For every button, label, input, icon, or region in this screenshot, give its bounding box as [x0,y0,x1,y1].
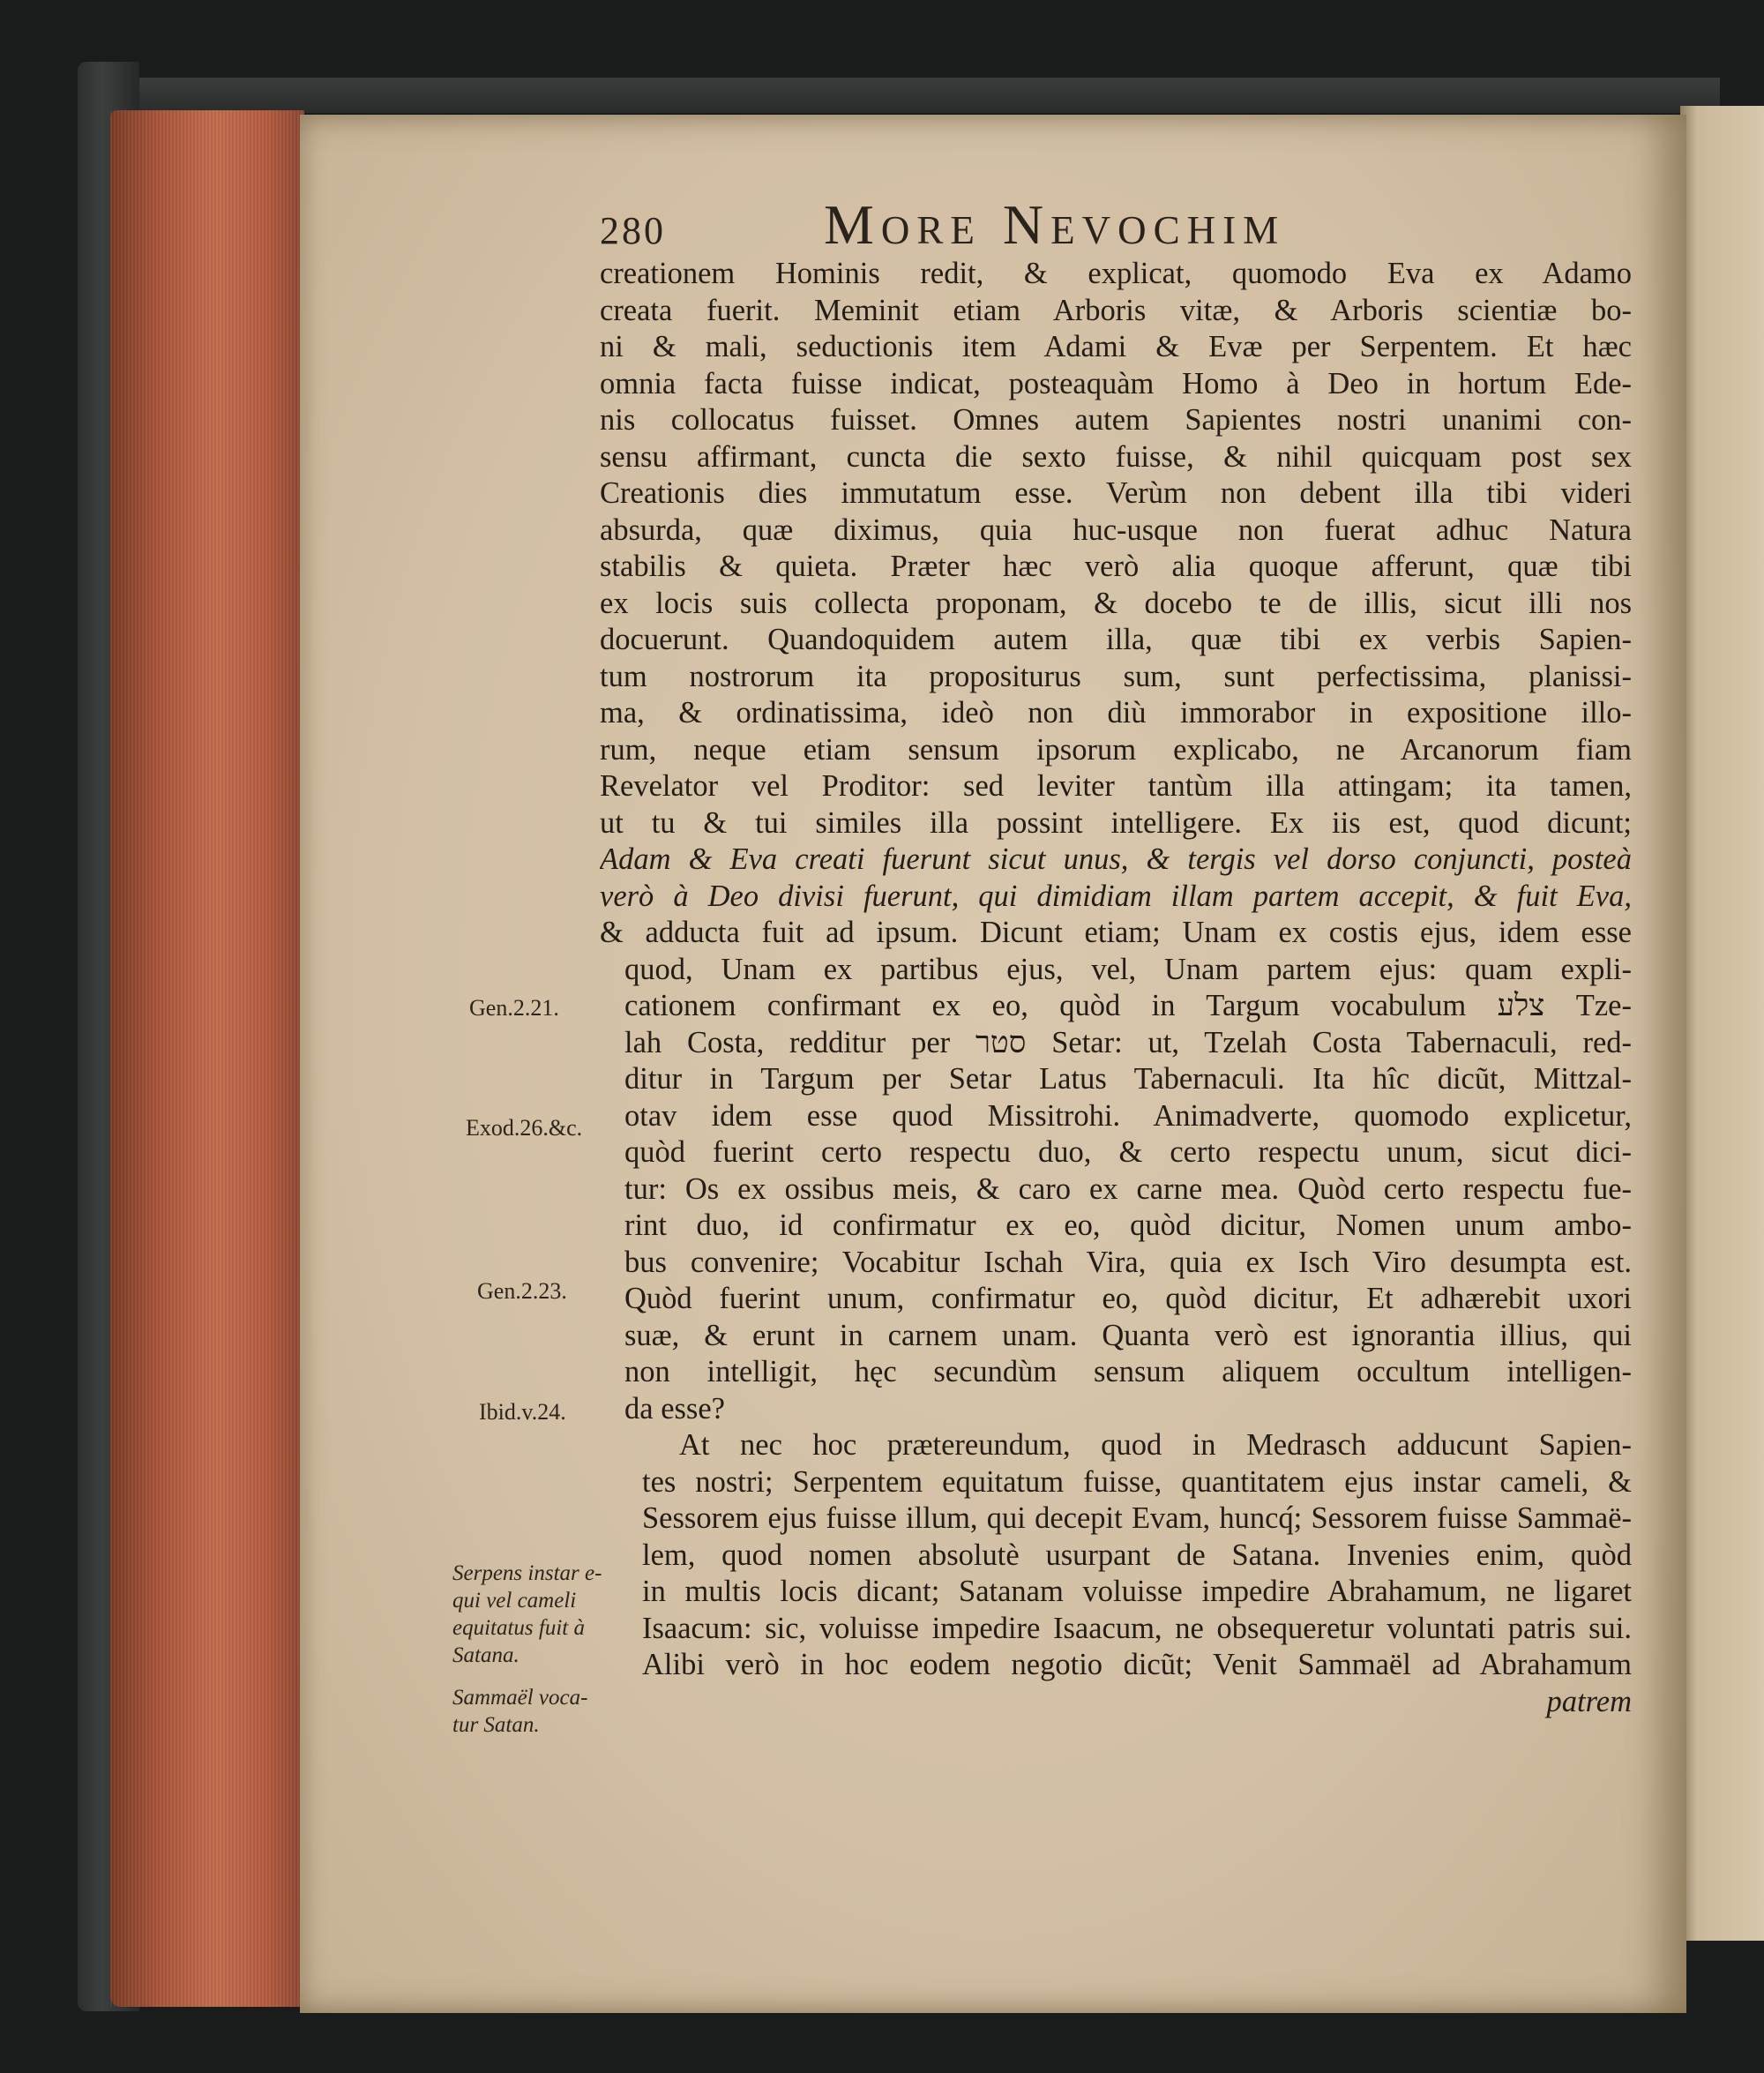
text-line: bus convenire; Vocabitur Ischah Vira, quia ex Isch Viro desumpta est. [624,1245,1632,1279]
text-line: suæ, & erunt in carnem unam. Quanta verò est ignorantia illius, qui [624,1318,1632,1352]
text-line: lem, quod nomen absolutè usurpant de Satana. Invenies enim, quòd [642,1538,1632,1572]
text-line: quod, Unam ex partibus ejus, vel, Unam partem ejus: quam expli- [624,952,1632,986]
text-line: ut tu & tui similes illa possint intelligere. Ex iis est, quod dicunt; [600,805,1632,840]
margin-note-line: Sammaël voca- [452,1686,588,1710]
margin-note-line: qui vel cameli [452,1589,577,1613]
text-line: quòd fuerint certo respectu duo, & certo respectu unum, sicut dici- [624,1135,1632,1169]
text-line: ni & mali, seductionis item Adami & Evæ per Serpentem. Et hæc [600,330,1632,363]
text-line: docuerunt. Quandoquidem autem illa, quæ tibi ex verbis Sapien- [600,623,1632,656]
body-text [600,256,1632,1720]
margin-note-line: Satana. [452,1643,519,1667]
book-cover-top [115,78,1720,113]
text-line: Quòd fuerint unum, confirmatur eo, quòd dicitur, Et adhærebit uxori [624,1282,1632,1315]
text-line: creata fuerit. Meminit etiam Arboris vitæ, & Arboris scientiæ bo- [600,293,1632,327]
text-line: tes nostri; Serpentem equitatum fuisse, quantitatem ejus instar cameli, & [642,1464,1632,1499]
text-line: rum, neque etiam sensum ipsorum explicabo, ne Arcanorum fiam [600,732,1632,767]
text-line: Creationis dies immutatum esse. Verùm non debent illa tibi videri [600,476,1632,510]
text-line: rint duo, id confirmatur ex eo, quòd dicitur, Nomen unum ambo- [624,1209,1632,1242]
italic-text: verò à Deo divisi fuerunt, qui dimidiam illam partem accepit, & fuit Eva, [600,879,1632,913]
margin-note: Ibid.v.24. [479,1399,566,1425]
page-number: 280 [600,209,666,252]
text-line: & adducta fuit ad ipsum. Dicunt etiam; Unam ex costis ejus, idem esse [600,916,1632,949]
margin-note: Exod.26.&c. [466,1115,583,1141]
text-line: cationem confirmant ex eo, quòd in Targum vocabulum צלע Tze- [624,989,1632,1022]
text-line: Revelator vel Proditor: sed leviter tantùm illa attingam; ita tamen, [600,769,1632,803]
text-line: ma, & ordinatissima, ideò non diù immorabor in expositione illo- [600,696,1632,730]
facing-page-edge [1680,106,1764,1941]
margin-note-line: tur Satan. [452,1713,540,1737]
catchword [600,1684,1632,1721]
text-line: tur: Os ex ossibus meis, & caro ex carne mea. Quòd certo respectu fue- [624,1171,1632,1206]
text-line: non intelligit, hęc secundùm sensum aliquem occultum intelligen- [624,1355,1632,1388]
italic-text: patrem [1546,1684,1632,1718]
text-line: creationem Hominis redit, & explicat, quomodo Eva ex Adamo [600,257,1632,290]
margin-note [452,1560,602,1669]
text-line: tum nostrorum ita propositurus sum, sunt perfectissima, planissi- [600,659,1632,693]
text-line: otav idem esse quod Missitrohi. Animadverte, quomodo explicetur, [624,1098,1632,1133]
text-line [600,879,1632,916]
running-title: More Nevochim [824,193,1286,256]
text-line: stabilis & quieta. Præter hæc verò alia quoque afferunt, quæ tibi [600,550,1632,583]
text-line: Isaacum: sic, voluisse impedire Isaacum, ne obsequeretur voluntati patris sui. [642,1611,1632,1645]
text-line: Alibi verò in hoc eodem negotio dicũt; Venit Sammaël ad Abrahamum [642,1648,1632,1681]
text-line: ex locis suis collecta proponam, & docebo te de illis, sicut illi nos [600,586,1632,620]
text-line: nis collocatus fuisset. Omnes autem Sapientes nostri unanimi con- [600,403,1632,437]
page-header [600,192,1482,254]
text-line: lah Costa, redditur per סטר Setar: ut, Tzelah Costa Tabernaculi, red- [624,1025,1632,1059]
text-line: absurda, quæ diximus, quia huc-usque non fuerat adhuc Natura [600,513,1632,547]
text-line: sensu affirmant, cuncta die sexto fuisse, & nihil quicquam post sex [600,439,1632,474]
text-line: Sessorem ejus fuisse illum, qui decepit Evam, huncq́; Sessorem fuisse Sammaë- [642,1501,1632,1535]
text-line: in multis locis dicant; Satanam voluisse impedire Abrahamum, ne ligaret [642,1575,1632,1608]
margin-note: Gen.2.23. [477,1278,567,1304]
margin-note [452,1684,587,1739]
text-line: At nec hoc prætereundum, quod in Medrasch adducunt Sapien- [679,1428,1632,1462]
italic-text: Adam & Eva creati fuerunt sicut unus, & tergis vel dorso conjuncti, posteà [600,842,1632,876]
margin-note-line: Serpens instar e- [452,1561,602,1585]
page-edges [110,110,304,2007]
text-line: ditur in Targum per Setar Latus Tabernaculi. Ita hîc dicũt, Mittzal- [624,1062,1632,1096]
text-line [600,842,1632,879]
text-line: da esse? [624,1391,725,1426]
margin-note-line: equitatus fuit à [452,1616,585,1640]
margin-note: Gen.2.21. [469,995,559,1021]
text-line: omnia facta fuisse indicat, posteaquàm Homo à Deo in hortum Ede- [600,366,1632,400]
